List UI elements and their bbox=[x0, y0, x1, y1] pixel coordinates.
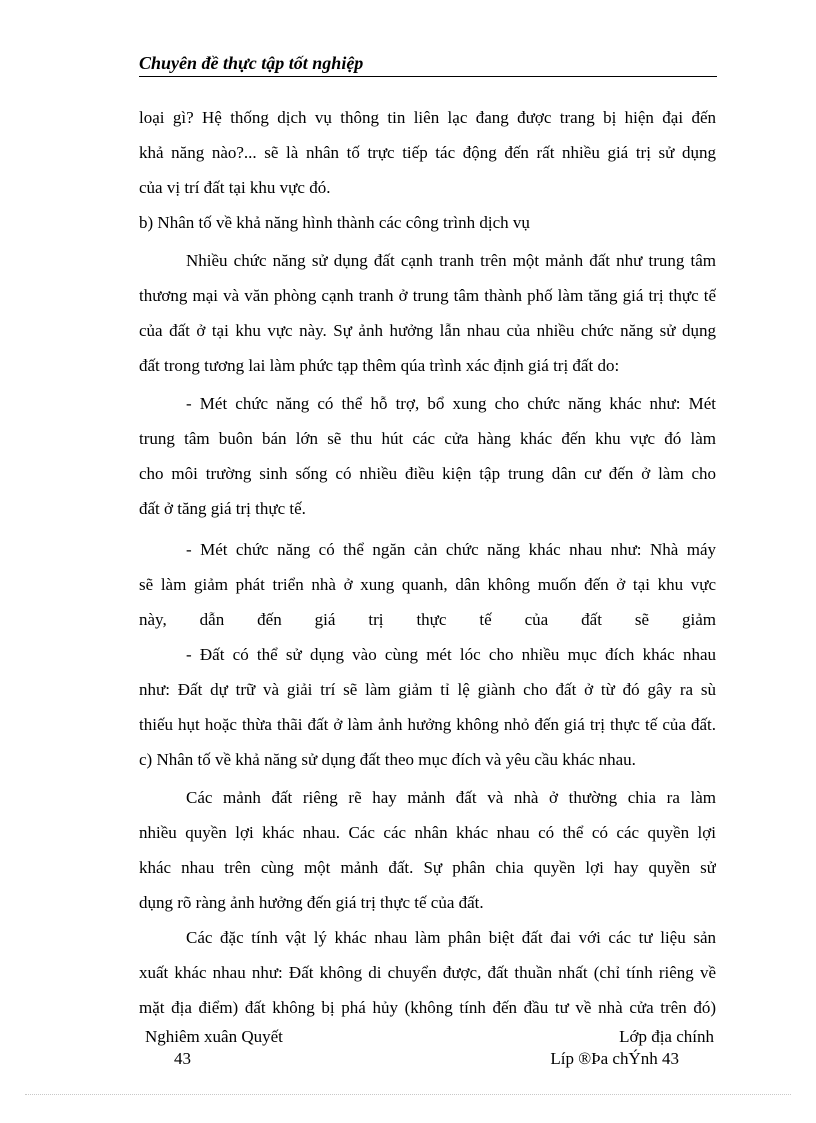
footer-author: Nghiêm xuân Quyết bbox=[145, 1027, 283, 1046]
text-line: Các mảnh đất riêng rẽ hay mảnh đất và nhà ở thường chia ra làm bbox=[186, 788, 716, 807]
text-line: dụng rõ ràng ảnh hưởng đến giá trị thực tế của đất. bbox=[139, 893, 484, 912]
text-line: này, dẫn đến giá trị thực tế của đất sẽ giảm bbox=[139, 610, 716, 629]
page-bottom-divider bbox=[25, 1094, 791, 1095]
text-line: loại gì? Hệ thống dịch vụ thông tin liên lạc đang được trang bị hiện đại đến bbox=[139, 108, 716, 127]
text-line: thương mại và văn phòng cạnh tranh ở trung tâm thành phố làm tăng giá trị thực tế bbox=[139, 286, 716, 305]
text-line: như: Đất dự trữ và giải trí sẽ làm giảm tỉ lệ giành cho đất ở từ đó gây ra sù bbox=[139, 680, 716, 699]
text-line: khả năng nào?... sẽ là nhân tố trực tiếp tác động đến rất nhiều giá trị sử dụng bbox=[139, 143, 716, 162]
text-line: đất ở tăng giá trị thực tế. bbox=[139, 499, 306, 518]
text-line: sẽ làm giảm phát triển nhà ở xung quanh, dân không muốn đến ở tại khu vực bbox=[139, 575, 716, 594]
text-line: mặt địa điểm) đất không bị phá hủy (không tính đến đầu tư về nhà cửa trên đó) bbox=[139, 998, 716, 1017]
text-line: xuất khác nhau như: Đất không di chuyển được, đất thuần nhất (chỉ tính riêng về bbox=[139, 963, 716, 982]
text-line: - Đất có thể sử dụng vào cùng mét lóc cho nhiều mục đích khác nhau bbox=[186, 645, 716, 664]
text-line: - Mét chức năng có thể ngăn cản chức năng khác nhau như: Nhà máy bbox=[186, 540, 716, 559]
section-heading: b) Nhân tố về khả năng hình thành các công trình dịch vụ bbox=[139, 213, 530, 232]
text-line: cho môi trường sinh sống có nhiều điều kiện tập trung dân cư đến ở làm cho bbox=[139, 464, 716, 483]
text-line: khác nhau trên cùng một mảnh đất. Sự phân chia quyền lợi hay quyền sử bbox=[139, 858, 716, 877]
text-line: thiếu hụt hoặc thừa thãi đất ở làm ảnh hưởng không nhỏ đến giá trị thực tế của đất. bbox=[139, 715, 716, 734]
text-line: đất trong tương lai làm phức tạp thêm qúa trình xác định giá trị đất do: bbox=[139, 356, 620, 375]
footer-author-class: 43 bbox=[174, 1049, 191, 1068]
text-line: - Mét chức năng có thể hỗ trợ, bổ xung cho chức năng khác như: Mét bbox=[186, 394, 716, 413]
text-line: nhiều quyền lợi khác nhau. Các các nhân khác nhau có thể có các quyền lợi bbox=[139, 823, 716, 842]
page-header bbox=[139, 50, 717, 77]
text-line: Các đặc tính vật lý khác nhau làm phân biệt đất đai với các tư liệu sản bbox=[186, 928, 716, 947]
section-heading: c) Nhân tố về khả năng sử dụng đất theo mục đích và yêu cầu khác nhau. bbox=[139, 750, 636, 769]
text-line: của đất ở tại khu vực này. Sự ảnh hưởng lẫn nhau của nhiều chức năng sử dụng bbox=[139, 321, 716, 340]
text-line: của vị trí đất tại khu vực đó. bbox=[139, 178, 331, 197]
page-title: Chuyên đề thực tập tốt nghiệp bbox=[139, 53, 364, 73]
text-line: trung tâm buôn bán lớn sẽ thu hút các cửa hàng khác đến khu vực đó làm bbox=[139, 429, 716, 448]
footer-class-label: Lớp địa chính bbox=[619, 1027, 714, 1046]
document-body bbox=[139, 100, 716, 1025]
page-footer bbox=[139, 1026, 714, 1070]
text-line: Nhiều chức năng sử dụng đất cạnh tranh trên một mảnh đất như trung tâm bbox=[186, 251, 716, 270]
footer-class-label-legacy: Líp ®Þa chÝnh 43 bbox=[550, 1049, 679, 1068]
